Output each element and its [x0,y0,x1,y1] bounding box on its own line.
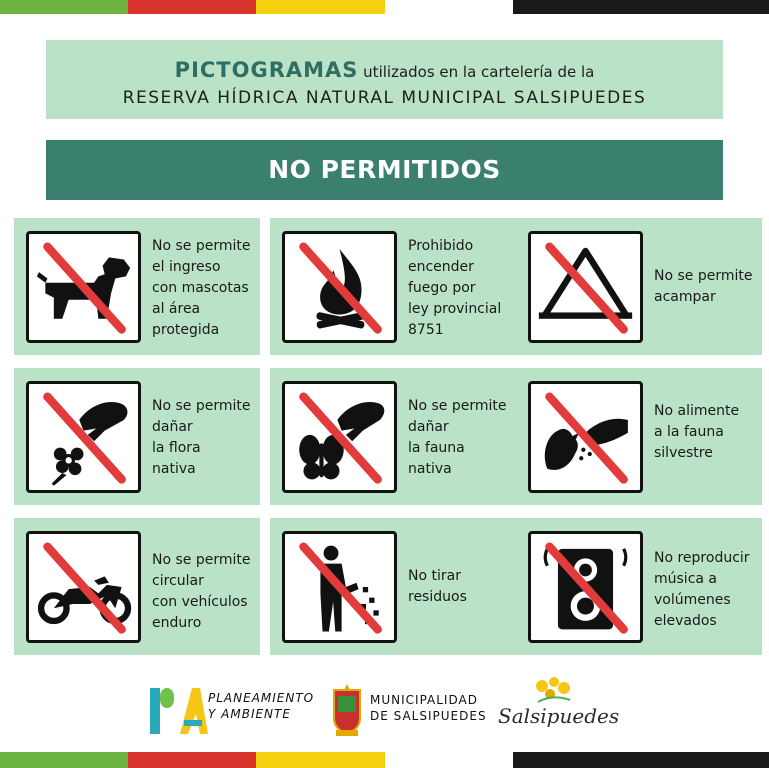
card-text [408,518,512,655]
card-line: protegida [152,322,220,338]
card-line: la flora [152,440,201,456]
footer-logos [0,670,769,745]
card-text [152,396,256,480]
card-line: ley provincial [408,301,502,317]
planeamiento-logo-text [208,690,314,722]
no-enduro-vehicles-icon [26,531,141,643]
card-text [654,401,758,464]
logo-line: MUNICIPALIDAD [370,693,478,707]
card-text [654,218,758,355]
card-line: No tirar [408,567,461,584]
planeamiento-logo-icon [150,682,208,738]
card-text [408,236,512,341]
card-line: fuego por [408,280,476,296]
card-line: dañar [408,419,449,435]
card-no-harming-fauna [270,368,516,505]
no-camping-icon [528,231,643,343]
header-line-1 [46,58,723,82]
card-no-picking-flora [14,368,260,505]
card-text [654,548,758,632]
card-text [408,396,512,480]
header-strong-word: PICTOGRAMAS [174,58,359,82]
card-line: encender [408,259,474,275]
card-line: enduro [152,615,202,631]
card-line: No alimente [654,403,740,419]
card-line: silvestre [654,445,713,461]
card-line: residuos [408,588,467,605]
header-panel [46,40,723,119]
municipalidad-logo-text [370,692,487,724]
card-line: 8751 [408,322,444,338]
card-no-feeding-wildlife [516,368,762,505]
card-line: No se permite [654,267,753,284]
card-no-littering [270,518,516,655]
card-line: elevados [654,613,717,629]
logo-line: Y AMBIENTE [208,707,291,721]
no-pets-icon [26,231,141,343]
header-line-2: RESERVA HÍDRICA NATURAL MUNICIPAL SALSIPUEDES [122,88,647,108]
no-loud-music-icon [528,531,643,643]
logo-line: DE SALSIPUEDES [370,709,487,723]
municipal-shield-icon [330,682,364,738]
card-no-camping [516,218,762,355]
no-feeding-wildlife-icon [528,381,643,493]
card-no-enduro-vehicles [14,518,260,655]
card-text [152,236,256,341]
card-no-pets [14,218,260,355]
no-littering-icon [282,531,397,643]
no-harming-fauna-icon [282,381,397,493]
logo-line: PLANEAMIENTO [208,691,315,705]
card-line: al área [152,301,201,317]
card-line: dañar [152,419,193,435]
card-no-fire [270,218,516,355]
card-line: circular [152,573,204,589]
no-fire-icon [282,231,397,343]
card-line: No se permite [408,398,507,414]
bottom-color-stripe [0,752,769,768]
header-rest: utilizados en la cartelería de la [358,63,595,81]
card-line: volúmenes [654,592,731,608]
top-color-stripe [0,0,769,14]
card-line: con mascotas [152,280,249,296]
card-line: No se permite [152,552,251,568]
no-picking-flora-icon [26,381,141,493]
section-banner: NO PERMITIDOS [46,140,723,200]
card-line: con vehículos [152,594,248,610]
card-line: No se permite [152,398,251,414]
card-line: No se permite [152,238,251,254]
card-line: a la fauna [654,424,724,440]
card-line: el ingreso [152,259,221,275]
salsipuedes-logo-text: Salsipuedes [498,704,620,728]
card-line: la fauna [408,440,465,456]
flower-logo-icon [532,676,576,706]
card-no-loud-music [516,518,762,655]
card-line: Prohibido [408,238,474,254]
card-line: No reproducir [654,550,750,566]
card-line: acampar [654,288,716,305]
card-line: música a [654,571,717,587]
card-line: nativa [152,461,196,477]
card-line: nativa [408,461,452,477]
card-text [152,550,256,634]
